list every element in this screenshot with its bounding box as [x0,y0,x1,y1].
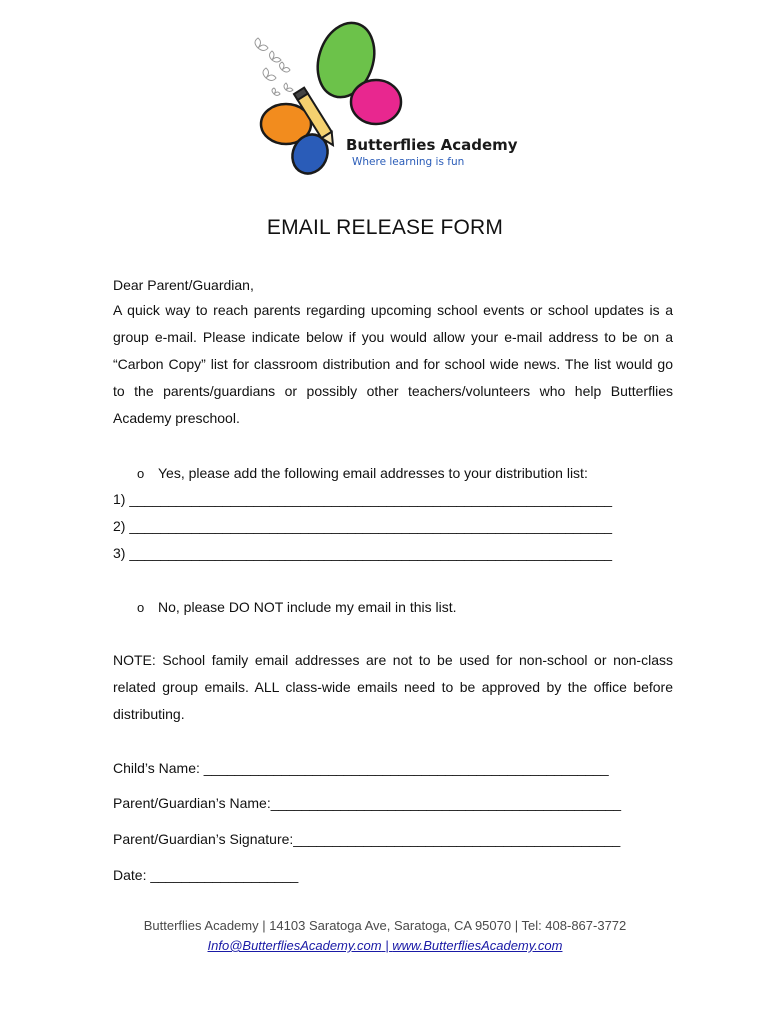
form-title: EMAIL RELEASE FORM [266,216,504,239]
guardian-signature-field[interactable]: Parent/Guardian’s Signature:__________________________________________ [113,831,621,847]
radio-circle-icon[interactable]: o [137,466,145,481]
logo-tagline: Where learning is fun [352,156,465,168]
footer-email-link[interactable]: Info@ButterfliesAcademy.com [207,938,382,953]
pink-wing-icon [351,80,401,124]
butterfly-logo-graphic [248,18,518,178]
small-butterflies-icon [255,38,293,96]
footer-links [0,938,770,953]
option-yes-label: Yes, please add the following email addresses to your distribution list: [158,465,588,481]
radio-circle-icon[interactable]: o [137,600,145,615]
option-no-label: No, please DO NOT include my email in this list. [158,599,457,615]
option-yes[interactable] [137,463,588,484]
note-paragraph: NOTE: School family email addresses are not to be used for non-school or non-class related group emails. ALL class-wide emails need to be approved by the office before distributing. [113,652,673,722]
logo-name: Butterflies Academy [346,136,518,154]
email-line-3[interactable]: 3) ______________________________________________________________ [113,545,613,561]
footer-address: Butterflies Academy | 14103 Saratoga Ave, Saratoga, CA 95070 | Tel: 408-867-3772 [143,918,627,933]
butterflies-academy-logo [248,18,518,178]
guardian-name-field[interactable]: Parent/Guardian’s Name:_____________________________________________ [113,795,622,811]
intro-paragraph: A quick way to reach parents regarding upcoming school events or school updates is a group e-mail. Please indicate below if you would allow your e-mail address to be on a “Carbon Copy” list for classroom distribution and for school wide news. The list would go to the parents/guardians or possibly other teachers/volunteers who help Butterflies Academy preschool. [113,302,673,426]
footer-separator: | [381,938,393,953]
option-no[interactable] [137,597,457,618]
child-name-field[interactable]: Child’s Name: ____________________________________________________ [113,760,609,776]
email-line-2[interactable]: 2) ______________________________________________________________ [113,518,613,534]
footer-website-link[interactable]: www.ButterfliesAcademy.com [392,938,563,953]
date-field[interactable]: Date: ___________________ [113,867,299,883]
email-line-1[interactable]: 1) ______________________________________________________________ [113,491,613,507]
greeting: Dear Parent/Guardian, [113,277,254,293]
